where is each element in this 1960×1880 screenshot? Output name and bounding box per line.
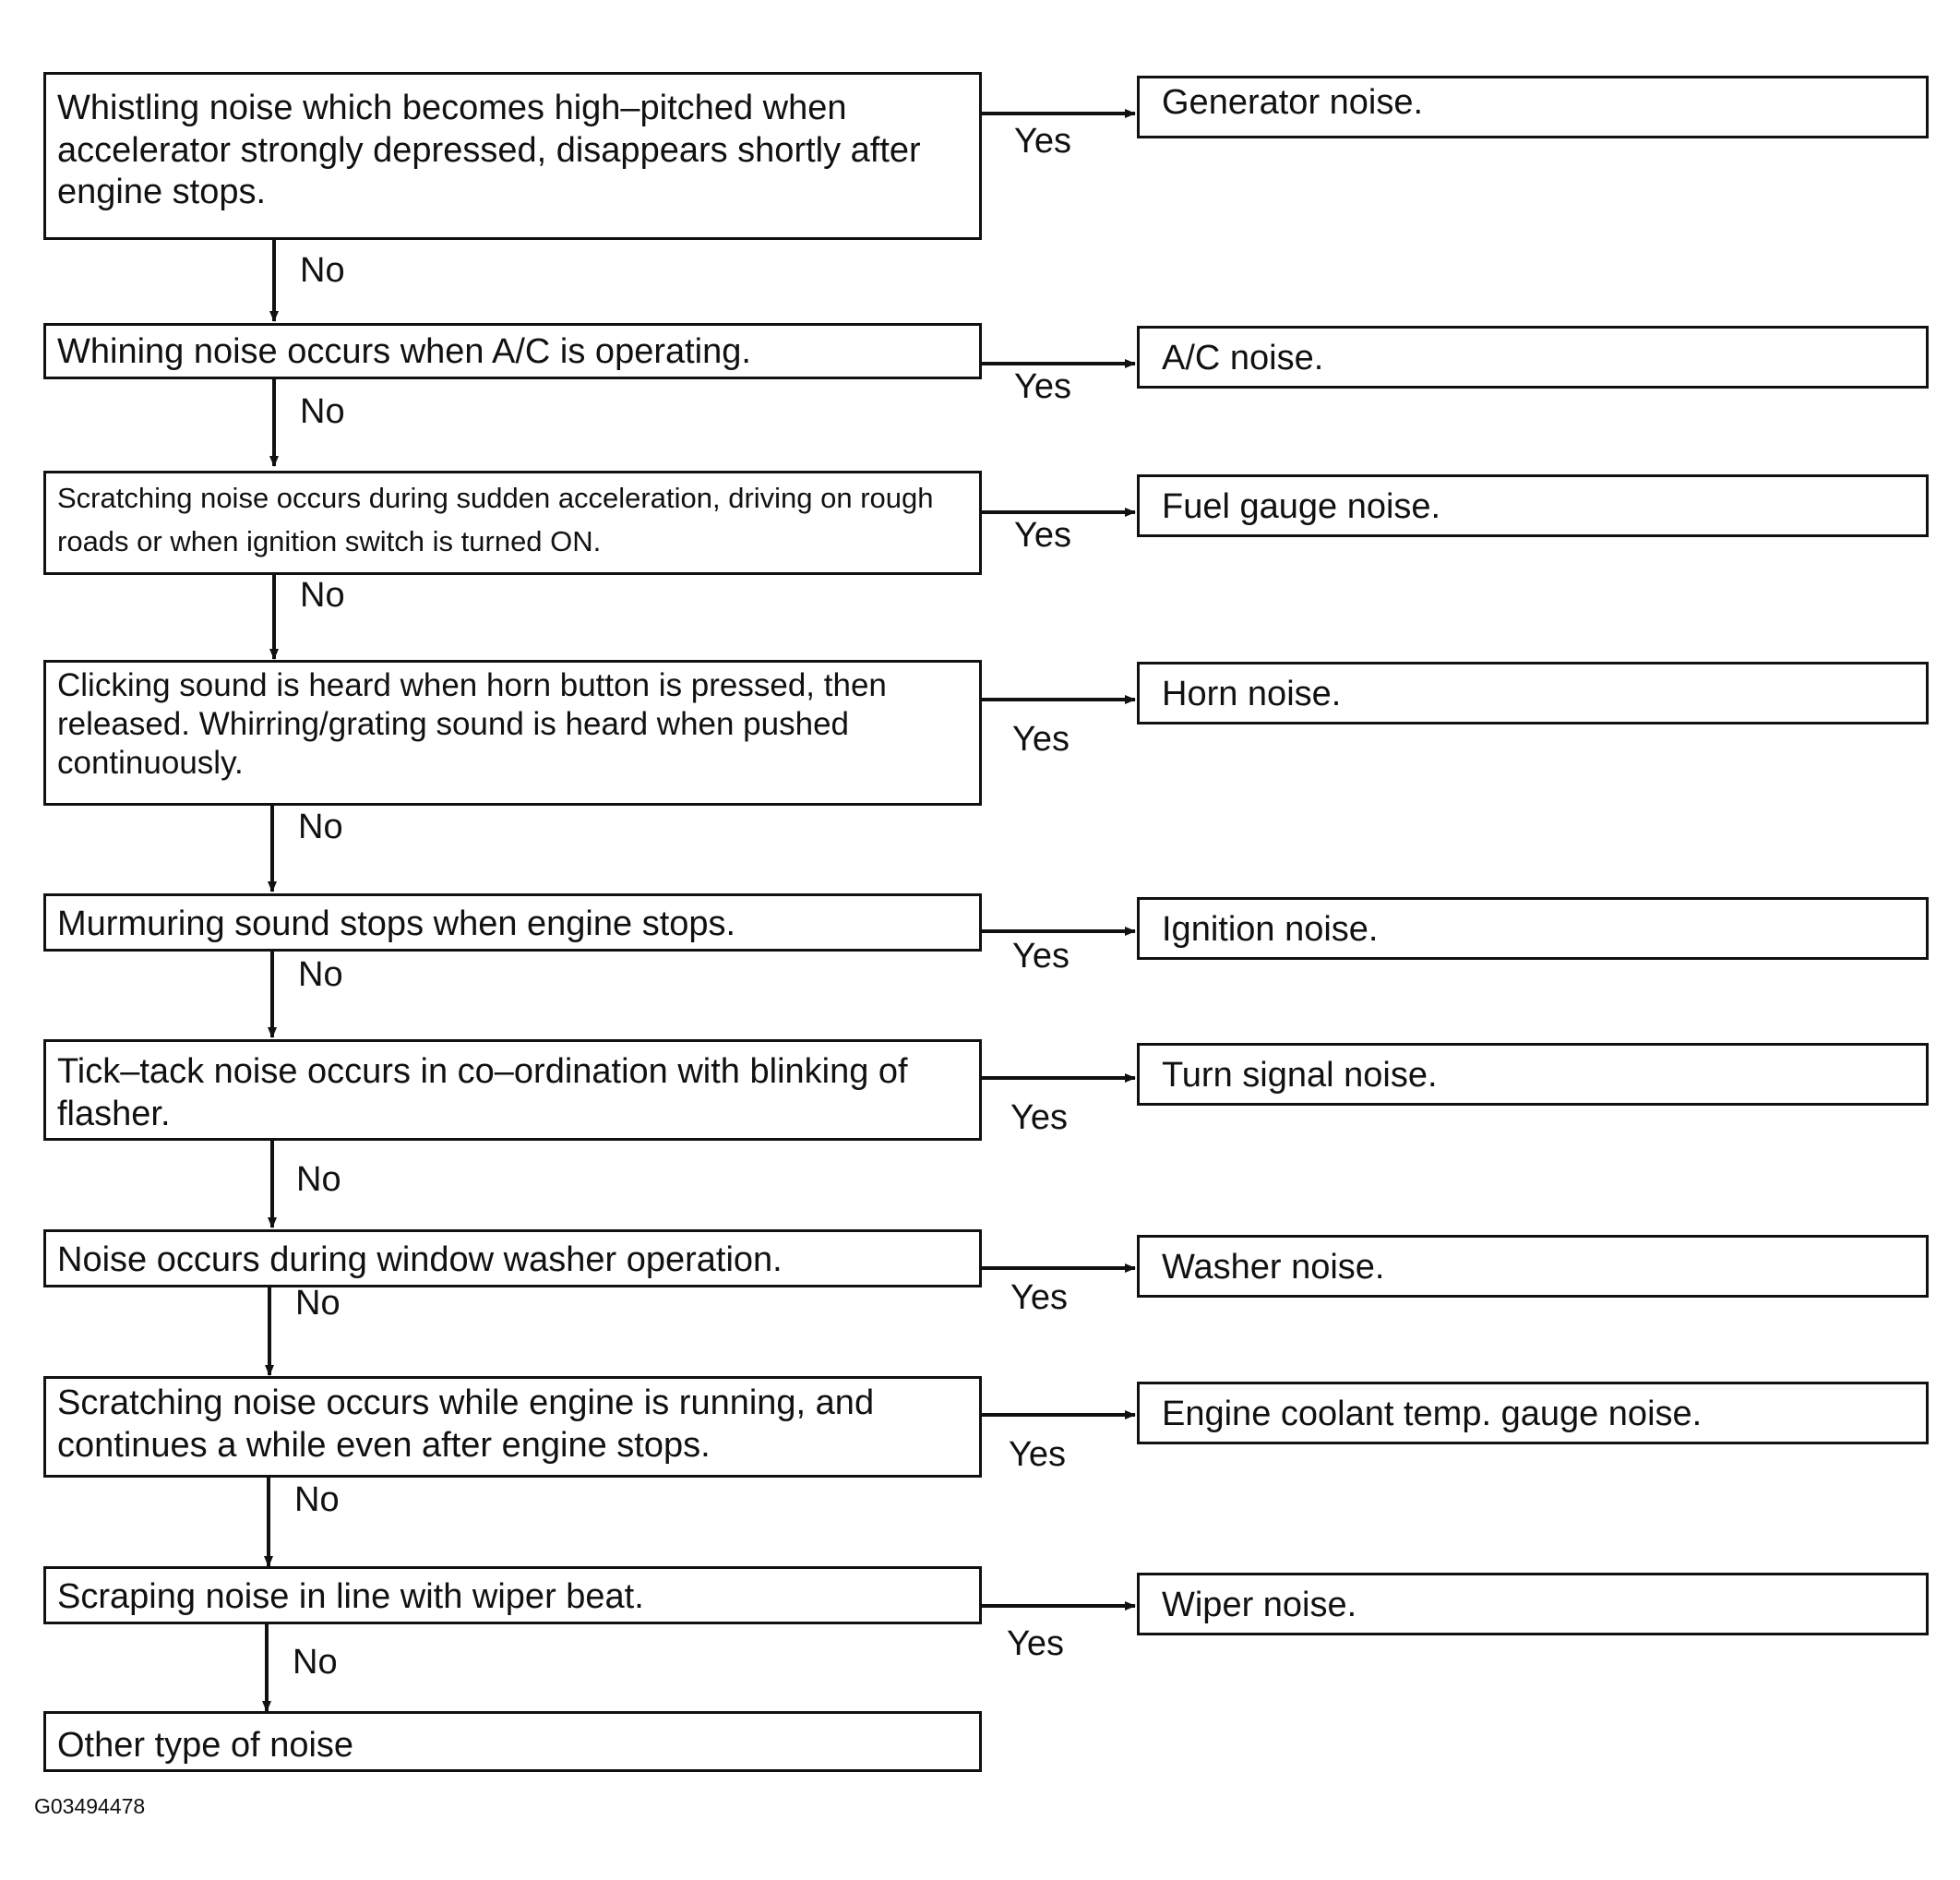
question-box-5: Murmuring sound stops when engine stops.	[43, 893, 982, 952]
result-box-2: A/C noise.	[1137, 326, 1929, 389]
yes-label-3: Yes	[1014, 516, 1071, 555]
no-label-6: No	[296, 1160, 341, 1199]
yes-label-9: Yes	[1007, 1624, 1064, 1663]
question-box-4: Clicking sound is heard when horn button is pressed, then released. Whirring/grating sound is heard when pushed continuously.	[43, 660, 982, 806]
question-box-9: Scraping noise in line with wiper beat.	[43, 1566, 982, 1624]
no-label-9: No	[293, 1643, 338, 1682]
no-label-7: No	[295, 1284, 341, 1323]
figure-code: G03494478	[34, 1794, 146, 1818]
question-box-1: Whistling noise which becomes high–pitched when accelerator strongly depressed, disappears shortly after engine stops.	[43, 72, 982, 240]
question-box-3: Scratching noise occurs during sudden acceleration, driving on rough roads or when ignition switch is turned ON.	[43, 471, 982, 575]
no-label-2: No	[300, 392, 345, 431]
yes-label-6: Yes	[1010, 1098, 1068, 1137]
yes-label-7: Yes	[1010, 1278, 1068, 1317]
result-box-1: Generator noise.	[1137, 76, 1929, 138]
no-label-3: No	[300, 576, 345, 615]
result-box-5: Ignition noise.	[1137, 897, 1929, 960]
question-box-7: Noise occurs during window washer operation.	[43, 1229, 982, 1287]
result-box-7: Washer noise.	[1137, 1235, 1929, 1298]
yes-label-2: Yes	[1014, 367, 1071, 406]
result-box-8: Engine coolant temp. gauge noise.	[1137, 1382, 1929, 1444]
yes-label-1: Yes	[1014, 122, 1071, 161]
no-label-5: No	[298, 955, 343, 994]
result-box-4: Horn noise.	[1137, 662, 1929, 724]
question-box-2: Whining noise occurs when A/C is operating.	[43, 323, 982, 379]
final-box: Other type of noise	[43, 1711, 982, 1772]
no-label-8: No	[294, 1480, 340, 1519]
question-box-6: Tick–tack noise occurs in co–ordination with blinking of flasher.	[43, 1039, 982, 1141]
result-box-9: Wiper noise.	[1137, 1573, 1929, 1635]
no-label-1: No	[300, 251, 345, 290]
yes-label-4: Yes	[1012, 720, 1070, 759]
yes-label-5: Yes	[1012, 937, 1070, 976]
no-label-4: No	[298, 808, 343, 846]
question-box-8: Scratching noise occurs while engine is running, and continues a while even after engine stops.	[43, 1376, 982, 1478]
yes-label-8: Yes	[1009, 1435, 1066, 1474]
result-box-3: Fuel gauge noise.	[1137, 474, 1929, 537]
result-box-6: Turn signal noise.	[1137, 1043, 1929, 1106]
